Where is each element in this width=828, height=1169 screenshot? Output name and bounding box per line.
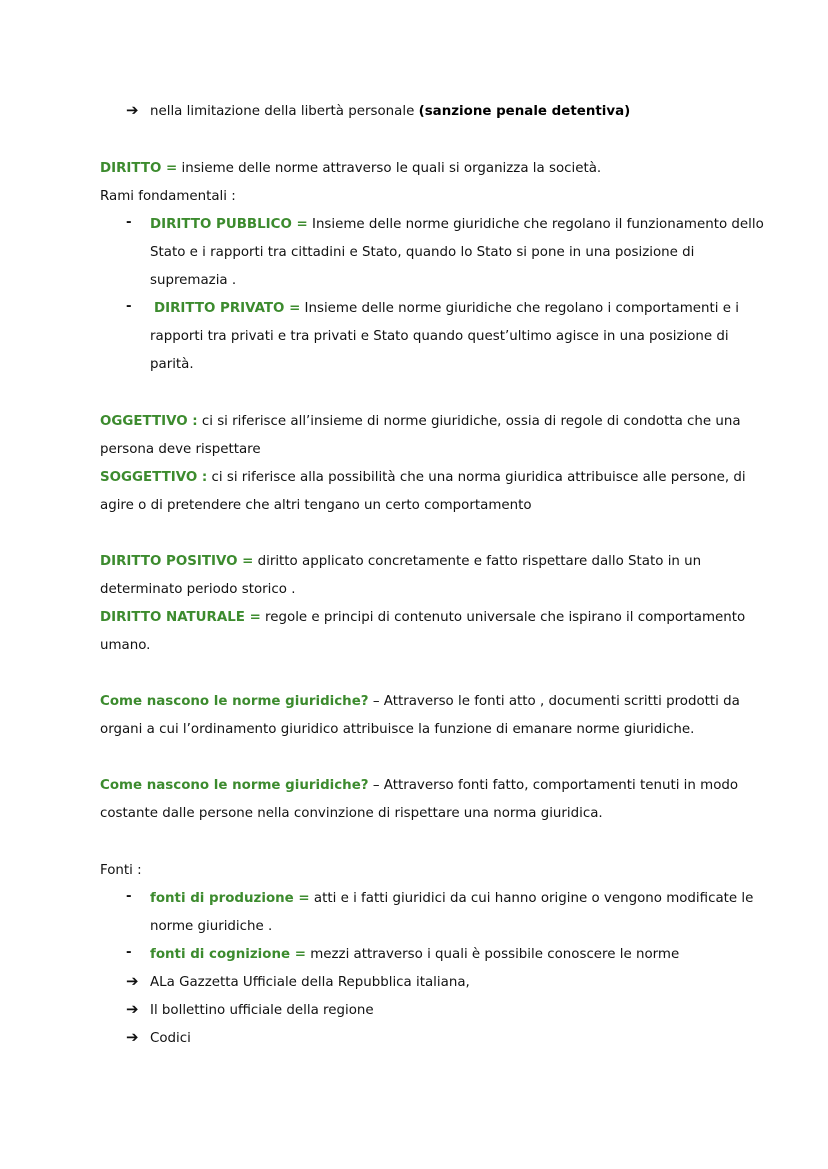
soggettivo-line2: agire o di pretendere che altri tengano un certo comportamento xyxy=(100,498,532,513)
intro-bold: (sanzione penale detentiva) xyxy=(418,104,631,119)
cognizione-term: fonti di cognizione = xyxy=(150,947,306,962)
positivo-term: DIRITTO POSITIVO = xyxy=(100,554,254,569)
pubblico-term: DIRITTO PUBBLICO = xyxy=(150,217,308,232)
oggettivo-line2: persona deve rispettare xyxy=(100,442,261,457)
diritto-def: insieme delle norme attraverso le quali si organizza la società. xyxy=(177,161,602,176)
soggettivo-line1 xyxy=(100,468,746,488)
q2-line1 xyxy=(100,776,738,796)
arrow-icon: ➔ xyxy=(126,1028,139,1046)
bullet-dash: - xyxy=(126,889,132,904)
bullet-dash: - xyxy=(126,215,132,230)
fonti-label: Fonti : xyxy=(100,863,142,878)
q1-line2: organi a cui l’ordinamento giuridico attribuisce la funzione di emanare norme giuridiche. xyxy=(100,722,695,737)
oggettivo-term: OGGETTIVO : xyxy=(100,414,198,429)
privato-line1 xyxy=(154,299,739,319)
privato-line2: rapporti tra privati e tra privati e Stato quando quest’ultimo agisce in una posizione di xyxy=(150,329,729,344)
produzione-line1 xyxy=(150,889,753,909)
positivo-line1 xyxy=(100,552,701,572)
positivo-line2: determinato periodo storico . xyxy=(100,582,296,597)
q2-line2: costante dalle persone nella convinzione di rispettare una norma giuridica. xyxy=(100,806,603,821)
arrow-icon: ➔ xyxy=(126,1000,139,1018)
fonti-arrow-item: Il bollettino ufficiale della regione xyxy=(150,1003,374,1018)
produzione-text1: atti e i fatti giuridici da cui hanno origine o vengono modificate le xyxy=(309,891,754,906)
intro-line xyxy=(150,102,630,122)
bullet-dash: - xyxy=(126,945,132,960)
bullet-dash: - xyxy=(126,299,132,314)
q1-term: Come nascono le norme giuridiche? xyxy=(100,694,369,709)
fonti-arrow-item: ALa Gazzetta Ufficiale della Repubblica italiana, xyxy=(150,975,470,990)
produzione-line2: norme giuridiche . xyxy=(150,919,273,934)
arrow-icon: ➔ xyxy=(126,972,139,990)
pubblico-line1 xyxy=(150,215,764,235)
naturale-line1 xyxy=(100,608,745,628)
q1-line1 xyxy=(100,692,740,712)
intro-text: nella limitazione della libertà personale xyxy=(150,104,419,119)
arrow-icon: ➔ xyxy=(126,101,139,119)
naturale-text1: regole e principi di contenuto universale che ispirano il comportamento xyxy=(260,610,746,625)
naturale-term: DIRITTO NATURALE = xyxy=(100,610,261,625)
diritto-definition xyxy=(100,159,601,179)
positivo-text1: diritto applicato concretamente e fatto rispettare dallo Stato in un xyxy=(253,554,702,569)
pubblico-line3: supremazia . xyxy=(150,273,237,288)
soggettivo-text1: ci si riferisce alla possibilità che una norma giuridica attribuisce alle persone, di xyxy=(207,470,746,485)
soggettivo-term: SOGGETTIVO : xyxy=(100,470,208,485)
oggettivo-text1: ci si riferisce all’insieme di norme giuridiche, ossia di regole di condotta che una xyxy=(197,414,741,429)
rami-label: Rami fondamentali : xyxy=(100,189,236,204)
privato-term: DIRITTO PRIVATO = xyxy=(154,301,301,316)
diritto-term: DIRITTO = xyxy=(100,161,178,176)
pubblico-text1: Insieme delle norme giuridiche che regolano il funzionamento dello xyxy=(307,217,764,232)
q2-term: Come nascono le norme giuridiche? xyxy=(100,778,369,793)
cognizione-text1: mezzi attraverso i quali è possibile conoscere le norme xyxy=(305,947,680,962)
q2-text1: – Attraverso fonti fatto, comportamenti tenuti in modo xyxy=(368,778,739,793)
fonti-arrow-item: Codici xyxy=(150,1031,191,1046)
naturale-line2: umano. xyxy=(100,638,151,653)
privato-line3: parità. xyxy=(150,357,194,372)
cognizione-line1 xyxy=(150,945,679,965)
pubblico-line2: Stato e i rapporti tra cittadini e Stato, quando lo Stato si pone in una posizione di xyxy=(150,245,695,260)
privato-text1: Insieme delle norme giuridiche che regolano i comportamenti e i xyxy=(300,301,739,316)
oggettivo-line1 xyxy=(100,412,741,432)
q1-text1: – Attraverso le fonti atto , documenti scritti prodotti da xyxy=(368,694,740,709)
produzione-term: fonti di produzione = xyxy=(150,891,310,906)
